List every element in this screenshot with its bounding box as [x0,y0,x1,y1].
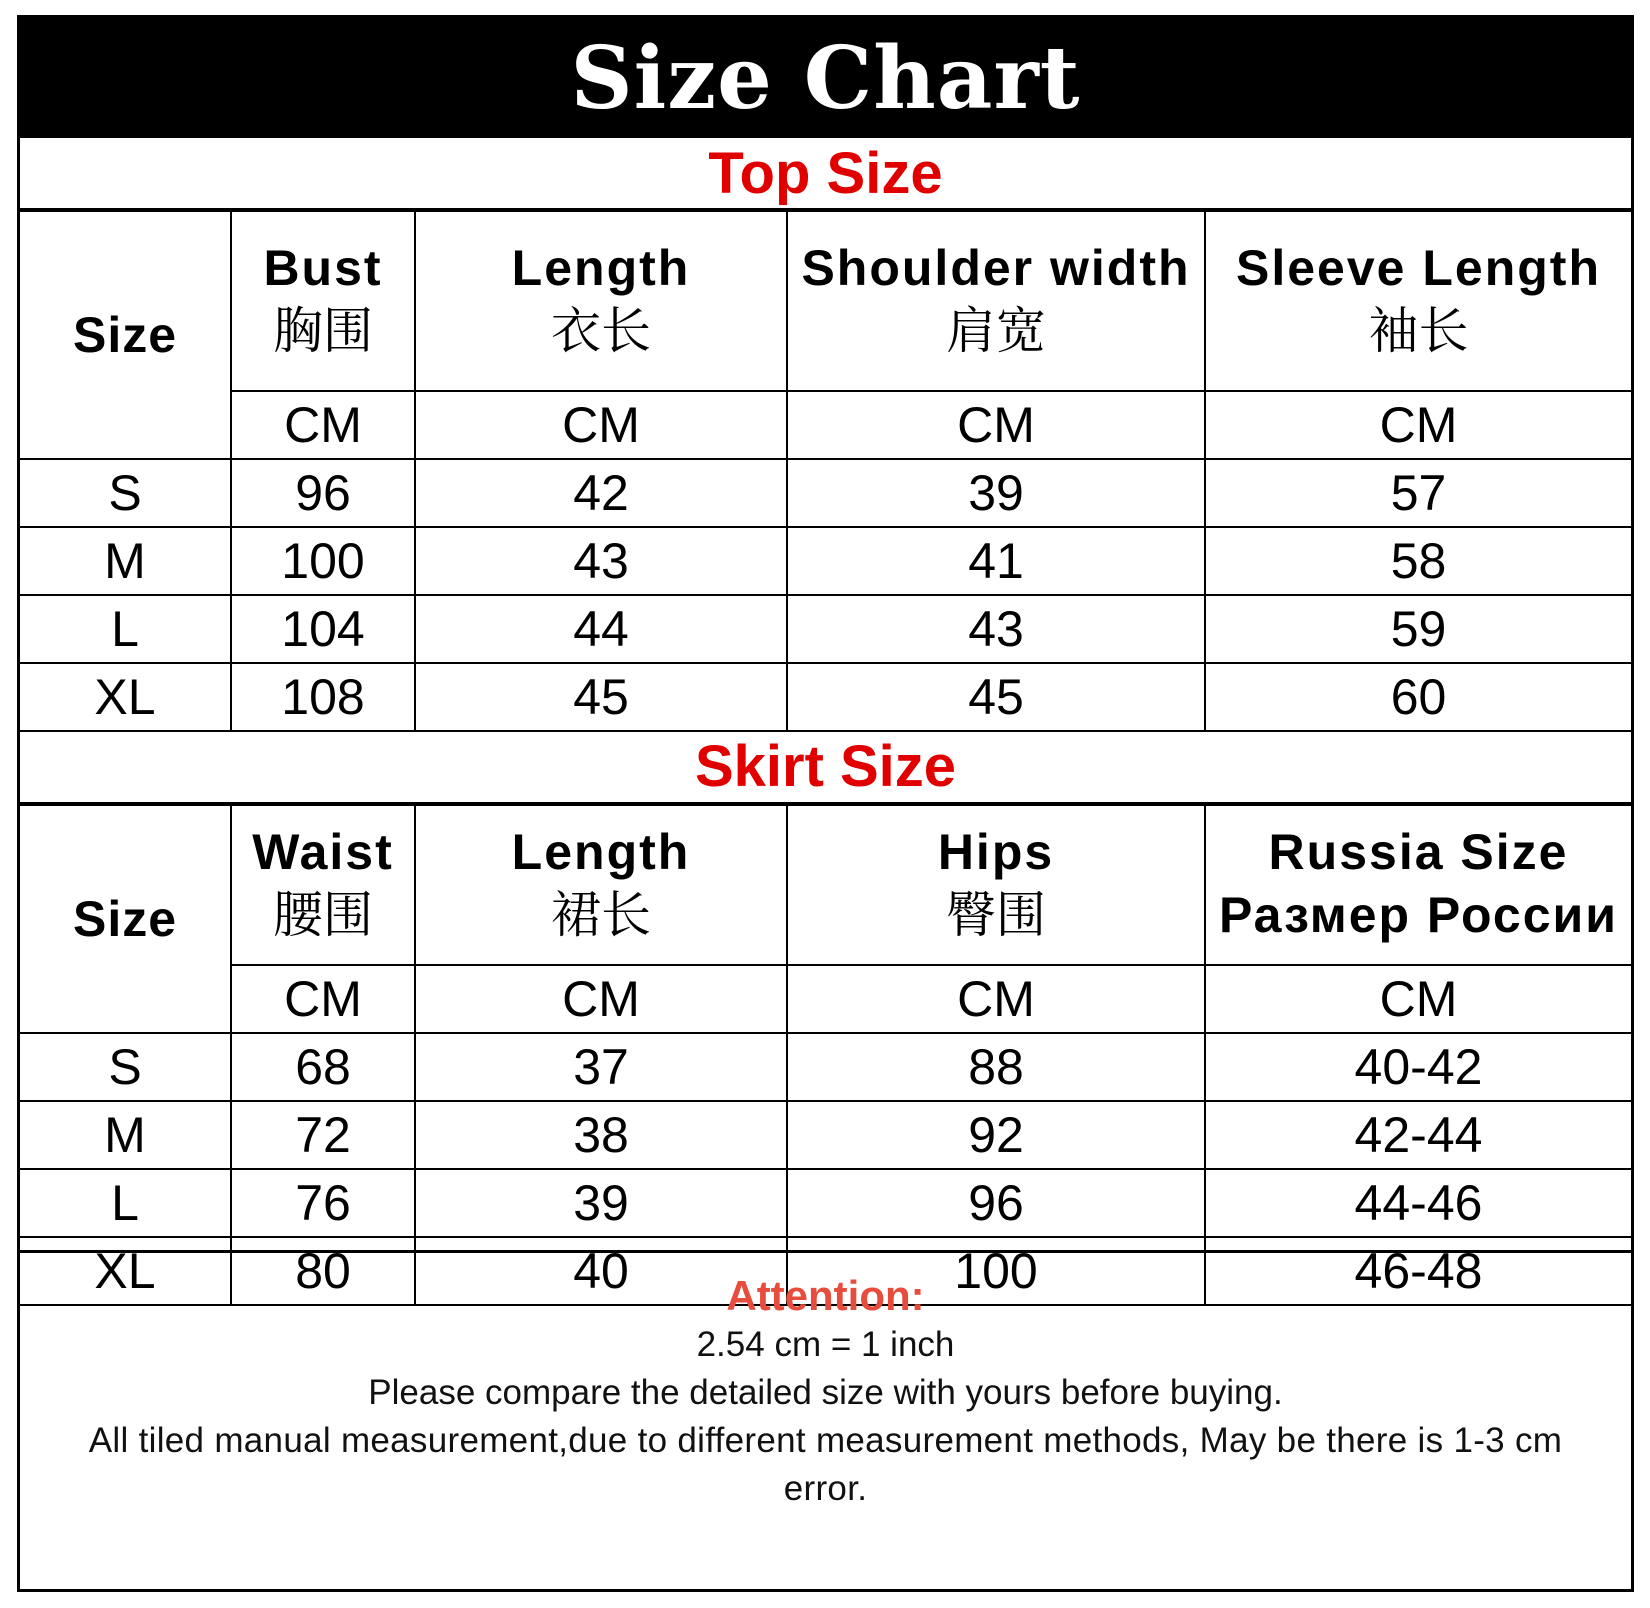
value-cell: 43 [787,595,1205,663]
value-cell: 39 [787,459,1205,527]
title-banner [20,18,1631,138]
column-header: Waist 腰围 [231,805,415,965]
attention-heading: Attention: [726,1272,925,1319]
value-cell: 37 [415,1033,787,1101]
size-cell: L [20,595,231,663]
table-row [20,595,1631,663]
unit-cell: CM [415,391,787,459]
size-cell: S [20,459,231,527]
value-cell: 72 [231,1101,415,1169]
attention-note [20,1250,1631,1595]
size-cell: XL [20,663,231,731]
top-size-title: Top Size [20,138,1631,210]
value-cell: 44-46 [1205,1169,1631,1237]
size-header: Size [20,211,231,459]
table-row [20,459,1631,527]
value-cell: 45 [787,663,1205,731]
size-cell: S [20,1033,231,1101]
attention-line-compare: Please compare the detailed size with yours before buying. [368,1373,1283,1412]
value-cell: 40-42 [1205,1033,1631,1101]
attention-line-conversion: 2.54 cm = 1 inch [696,1325,955,1364]
table-row [20,1169,1631,1237]
value-cell: 60 [1205,663,1631,731]
skirt-size-title: Skirt Size [20,730,1631,804]
unit-cell: CM [787,965,1205,1033]
column-header: Length 衣长 [415,211,787,391]
value-cell: 96 [231,459,415,527]
top-size-table [20,210,1631,732]
value-cell: 59 [1205,595,1631,663]
value-cell: 43 [415,527,787,595]
value-cell: 58 [1205,527,1631,595]
value-cell: 40 [415,1237,787,1305]
unit-cell: CM [1205,391,1631,459]
unit-cell: CM [787,391,1205,459]
size-header: Size [20,805,231,1033]
value-cell: 45 [415,663,787,731]
value-cell: 96 [787,1169,1205,1237]
column-header: Bust 胸围 [231,211,415,391]
value-cell: 76 [231,1169,415,1237]
column-header: Shoulder width 肩宽 [787,211,1205,391]
value-cell: 100 [231,527,415,595]
unit-cell: CM [415,965,787,1033]
unit-cell: CM [231,391,415,459]
value-cell: 100 [787,1237,1205,1305]
value-cell: 46-48 [1205,1237,1631,1305]
value-cell: 104 [231,595,415,663]
value-cell: 88 [787,1033,1205,1101]
unit-cell: CM [1205,965,1631,1033]
table-row [20,663,1631,731]
value-cell: 57 [1205,459,1631,527]
column-header: Hips 臀围 [787,805,1205,965]
skirt-size-table [20,804,1631,1306]
size-cell: M [20,1101,231,1169]
value-cell: 41 [787,527,1205,595]
value-cell: 44 [415,595,787,663]
size-chart [17,15,1634,1592]
size-cell: M [20,527,231,595]
column-header: Length 裙长 [415,805,787,965]
size-cell: L [20,1169,231,1237]
attention-line-error: All tiled manual measurement,due to different measurement methods, May be there is 1-3 cm error. [88,1421,1563,1508]
chart-title: Size Chart [570,27,1081,129]
value-cell: 92 [787,1101,1205,1169]
value-cell: 68 [231,1033,415,1101]
column-header: Sleeve Length 袖长 [1205,211,1631,391]
unit-cell: CM [231,965,415,1033]
value-cell: 80 [231,1237,415,1305]
value-cell: 38 [415,1101,787,1169]
table-row [20,527,1631,595]
size-cell: XL [20,1237,231,1305]
table-row [20,1101,1631,1169]
table-row [20,1033,1631,1101]
value-cell: 108 [231,663,415,731]
value-cell: 42 [415,459,787,527]
value-cell: 42-44 [1205,1101,1631,1169]
column-header: Russia Size Размер России [1205,805,1631,965]
value-cell: 39 [415,1169,787,1237]
